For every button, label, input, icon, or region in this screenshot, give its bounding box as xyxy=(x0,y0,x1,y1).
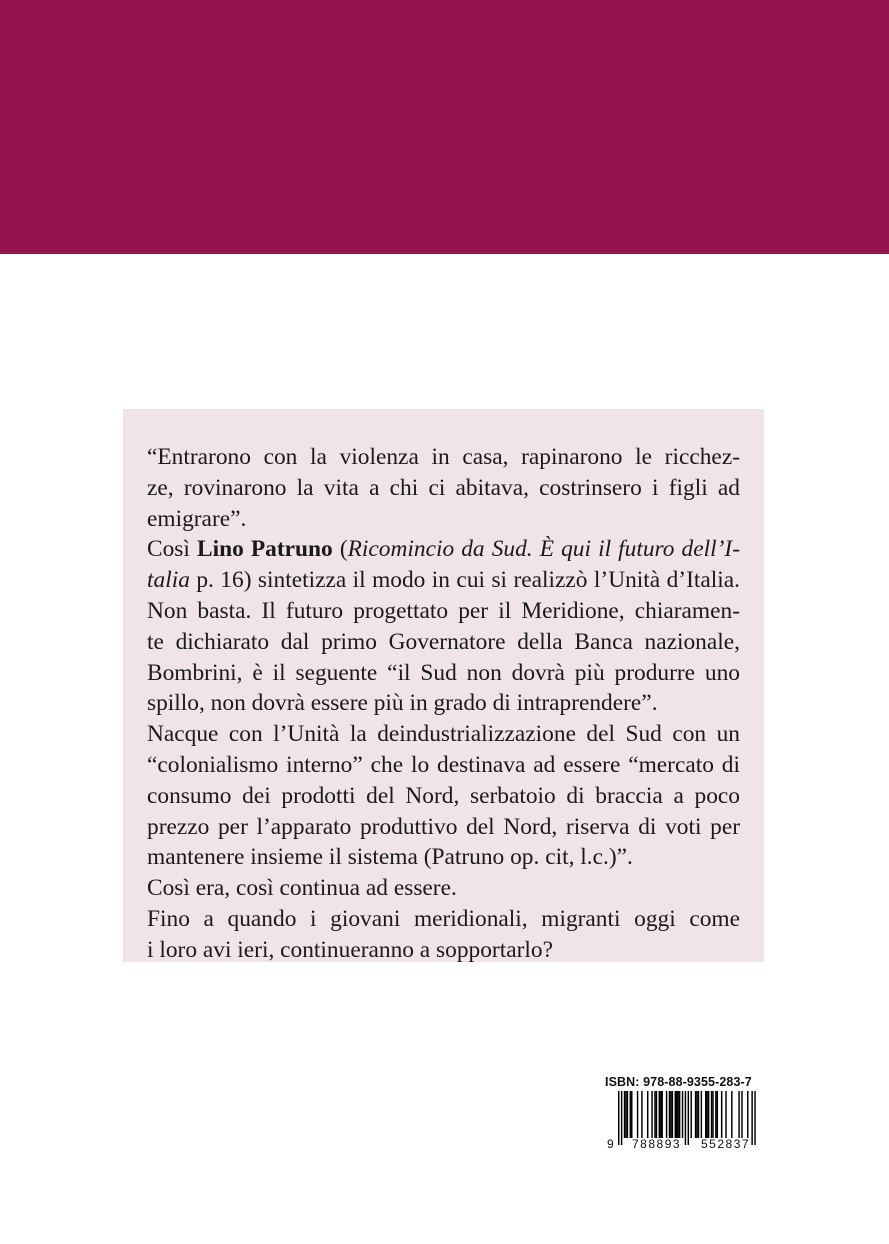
barcode-bar xyxy=(627,1091,628,1138)
isbn-barcode-block xyxy=(605,1075,765,1155)
barcode-bar xyxy=(630,1091,631,1138)
barcode-bar xyxy=(675,1091,676,1138)
barcode-right-digits: 552837 xyxy=(701,1137,751,1151)
barcode-bar xyxy=(666,1091,667,1138)
barcode-bar xyxy=(669,1091,670,1138)
barcode-bar xyxy=(637,1091,638,1138)
quote-line-1: “Entrarono con la violenza in casa, rapinarono le ricchez- xyxy=(147,444,740,470)
barcode-bar xyxy=(641,1091,642,1138)
barcode-bar xyxy=(682,1091,683,1138)
barcode-bar xyxy=(647,1091,648,1138)
barcode-bar xyxy=(698,1091,699,1138)
barcode-bar xyxy=(721,1091,722,1138)
barcode-lead-digit: 9 xyxy=(607,1137,614,1151)
barcode-bar xyxy=(695,1091,696,1138)
barcode-bar xyxy=(670,1091,671,1138)
cover-color-band xyxy=(0,0,889,254)
barcode-bar xyxy=(717,1091,718,1138)
book-title: talia xyxy=(147,567,190,594)
quote-line-6: Non basta. Il futuro progettato per il Meridione, chiaramen- xyxy=(147,597,740,624)
barcode-bar xyxy=(691,1091,692,1138)
quote-line-14: mantenere insieme il sistema (Patruno op. cit, l.c.)”. xyxy=(147,844,633,871)
barcode-bar xyxy=(701,1091,702,1138)
barcode-bar xyxy=(705,1091,706,1138)
back-cover-quote-box xyxy=(123,409,764,962)
barcode-bar xyxy=(741,1091,742,1138)
barcode-bar xyxy=(711,1091,712,1138)
barcode-bar xyxy=(677,1091,678,1138)
barcode-bar xyxy=(706,1091,707,1138)
quote-text: Così xyxy=(147,536,197,563)
barcode-bar xyxy=(625,1091,626,1138)
barcode-bar xyxy=(672,1091,673,1138)
author-name: Lino Patruno xyxy=(196,536,333,563)
quote-line-7: te dichiarato dal primo Governatore della Banca nazionale, xyxy=(147,628,740,655)
barcode-bar xyxy=(660,1091,661,1138)
barcode-bar xyxy=(676,1091,677,1138)
quote-line-4 xyxy=(147,534,740,565)
barcode-bar xyxy=(731,1091,732,1138)
quote-line-11: “colonialismo interno” che lo destinava ad essere “mercato di xyxy=(147,751,740,778)
book-title: Ricomincio da Sud. È qui il futuro dell’I- xyxy=(347,536,740,563)
barcode-bar xyxy=(662,1091,663,1138)
quote-line-3: emigrare”. xyxy=(147,505,247,532)
quote-line-15: Così era, così continua ad essere. xyxy=(147,875,457,902)
barcode-bar xyxy=(651,1091,652,1138)
barcode-bar xyxy=(725,1091,726,1138)
quote-line-8: Bombrini, è il seguente “il Sud non dovrà più produrre uno xyxy=(147,659,740,686)
barcode-bar xyxy=(715,1091,716,1138)
barcode-bar xyxy=(679,1091,680,1138)
barcode-bar xyxy=(631,1091,632,1138)
quote-text: p. 16) sintetizza il modo in cui si realizzò l’Unità d’Italia. xyxy=(189,567,740,594)
barcode-bar xyxy=(696,1091,697,1138)
barcode-bar xyxy=(654,1091,655,1138)
barcode-bar xyxy=(708,1091,709,1138)
quote-line-10: Nacque con l’Unità la deindustrializzazione del Sud con un xyxy=(147,721,740,748)
quote-line-2: ze, rovinarono la vita a chi ci abitava, costrinsero i figli ad xyxy=(147,474,740,501)
barcode-bar xyxy=(656,1091,657,1138)
barcode-left-digits: 788893 xyxy=(632,1137,682,1151)
barcode-bar xyxy=(624,1091,625,1138)
quote-line-13: prezzo per l’apparato produttivo del Nord, riserva di voti per xyxy=(147,813,740,840)
quote-line-17: i loro avi ieri, continueranno a sopportarlo? xyxy=(147,936,553,963)
barcode-bar xyxy=(712,1091,713,1138)
barcode-bar xyxy=(659,1091,660,1138)
quote-text: ( xyxy=(332,536,348,563)
barcode-bar xyxy=(738,1091,739,1138)
isbn-label: ISBN: 978-88-9355-283-7 xyxy=(605,1075,752,1089)
barcode-digits xyxy=(605,1137,765,1153)
barcode-bar xyxy=(747,1091,748,1138)
quote-line-5 xyxy=(147,565,740,596)
quote-line-9: spillo, non dovrà essere più in grado di intraprendere”. xyxy=(147,690,658,717)
quote-line-16: Fino a quando i giovani meridionali, migranti oggi come xyxy=(147,905,740,932)
quote-line-12: consumo dei prodotti del Nord, serbatoio di braccia a poco xyxy=(147,782,740,809)
